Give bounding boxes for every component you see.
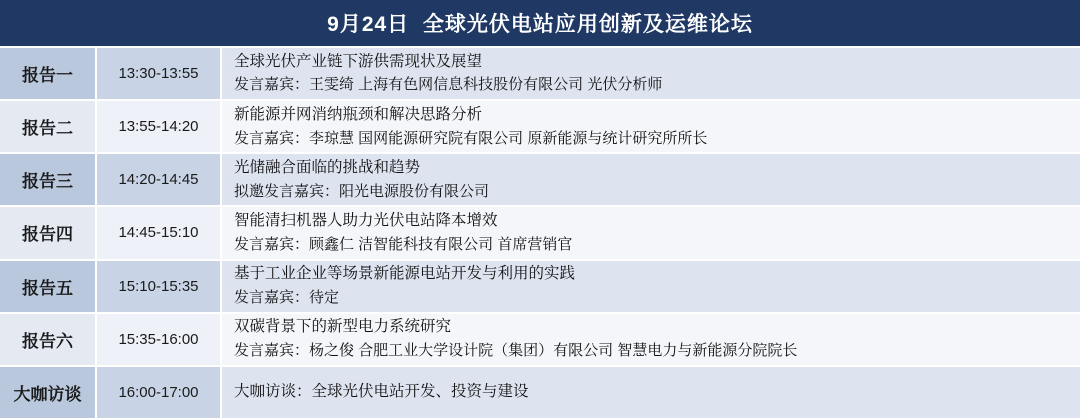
session-topic: 光储融合面临的挑战和趋势: [234, 159, 421, 177]
session-label: 报告五: [0, 261, 97, 312]
session-content: [222, 154, 1080, 205]
session-topic: 新能源并网消纳瓶颈和解决思路分析: [234, 105, 483, 123]
session-speaker: 发言嘉宾：待定: [234, 288, 340, 306]
session-topic: 大咖访谈：全球光伏电站开发、投资与建设: [234, 383, 529, 401]
session-speaker: 拟邀发言嘉宾：阳光电源股份有限公司: [234, 182, 490, 200]
session-speaker: 发言嘉宾：杨之俊 合肥工业大学设计院（集团）有限公司 智慧电力与新能源分院院长: [234, 342, 798, 360]
session-time: 16:00-17:00: [97, 367, 222, 418]
session-time: 15:35-16:00: [97, 314, 222, 365]
table-row: [0, 154, 1080, 207]
table-row: [0, 48, 1080, 101]
session-time: 13:30-13:55: [97, 48, 222, 99]
session-topic: 双碳背景下的新型电力系统研究: [234, 318, 452, 336]
session-time: 14:45-15:10: [97, 207, 222, 258]
session-content: [222, 48, 1080, 99]
table-row: [0, 367, 1080, 418]
session-content: [222, 207, 1080, 258]
session-label: 报告一: [0, 48, 97, 99]
forum-banner: [0, 0, 1080, 46]
session-content: [222, 101, 1080, 152]
table-row: [0, 101, 1080, 154]
table-row: [0, 314, 1080, 367]
session-time: 14:20-14:45: [97, 154, 222, 205]
session-content: [222, 261, 1080, 312]
session-speaker: 发言嘉宾：王雯绮 上海有色网信息科技股份有限公司 光伏分析师: [234, 76, 663, 94]
session-speaker: 发言嘉宾：顾鑫仁 洁智能科技有限公司 首席营销官: [234, 235, 573, 253]
table-row: [0, 261, 1080, 314]
session-label: 报告二: [0, 101, 97, 152]
session-topic: 基于工业企业等场景新能源电站开发与利用的实践: [234, 265, 576, 283]
session-content: [222, 314, 1080, 365]
session-time: 15:10-15:35: [97, 261, 222, 312]
agenda-rows: [0, 46, 1080, 418]
session-content: [222, 367, 1080, 418]
session-topic: 智能清扫机器人助力光伏电站降本增效: [234, 212, 498, 230]
session-label: 报告三: [0, 154, 97, 205]
session-speaker: 发言嘉宾：李琼慧 国网能源研究院有限公司 原新能源与统计研究所所长: [234, 129, 708, 147]
session-label: 大咖访谈: [0, 367, 97, 418]
table-row: [0, 207, 1080, 260]
session-label: 报告六: [0, 314, 97, 365]
session-label: 报告四: [0, 207, 97, 258]
forum-title: 9月24日 全球光伏电站应用创新及运维论坛: [327, 13, 753, 36]
session-topic: 全球光伏产业链下游供需现状及展望: [234, 52, 483, 70]
session-time: 13:55-14:20: [97, 101, 222, 152]
